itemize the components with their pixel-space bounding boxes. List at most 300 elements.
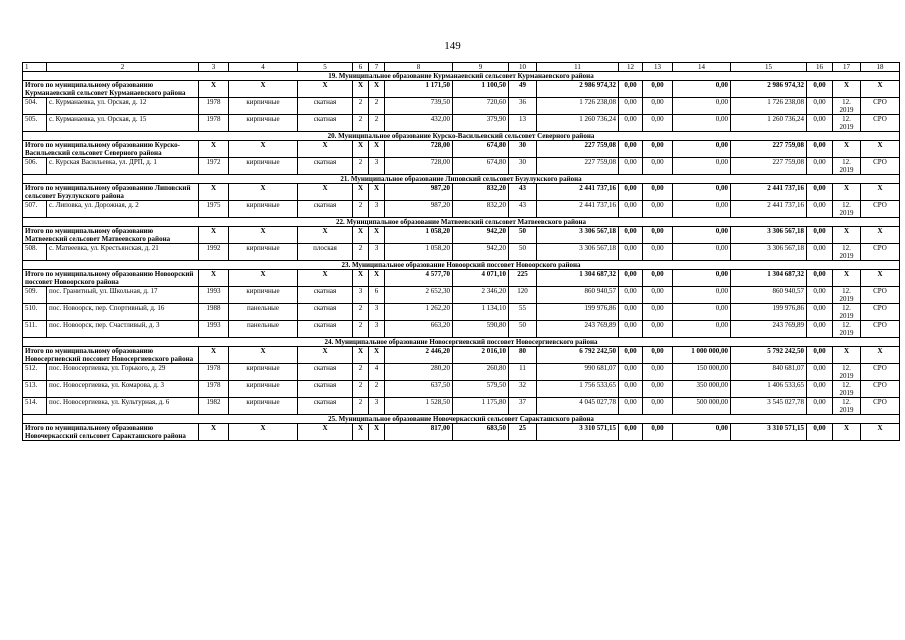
- total-cell-7: X: [369, 270, 385, 287]
- table-cell-12: 0,00: [619, 115, 643, 132]
- total-cell-5: X: [298, 347, 353, 364]
- total-cell-13: 0,00: [643, 424, 673, 441]
- total-cell-12: 0,00: [619, 184, 643, 201]
- total-cell-8: 2 446,20: [385, 347, 453, 364]
- section-title-row: [23, 338, 900, 347]
- total-cell-13: 0,00: [643, 347, 673, 364]
- table-cell-6: 3: [353, 287, 369, 304]
- section-title: 25. Муниципальное образование Новочеркасский сельсовет Саракташского района: [23, 415, 900, 424]
- total-cell-9: 1 100,50: [453, 81, 509, 98]
- table-cell-17: 12. 2019: [833, 321, 861, 338]
- table-cell-7: 3: [369, 398, 385, 415]
- table-cell-8: 663,20: [385, 321, 453, 338]
- table-cell-6: 2: [353, 304, 369, 321]
- table-cell-10: 50: [509, 244, 537, 261]
- table-cell-6: 2: [353, 158, 369, 175]
- table-cell-5: скатная: [298, 321, 353, 338]
- total-cell-13: 0,00: [643, 270, 673, 287]
- table-cell-4: кирпичные: [229, 381, 298, 398]
- total-cell-18: X: [861, 227, 900, 244]
- table-cell-18: СРО: [861, 98, 900, 115]
- table-cell-15: 1 726 238,08: [731, 98, 807, 115]
- total-cell-18: X: [861, 81, 900, 98]
- table-cell-8: 432,00: [385, 115, 453, 132]
- table-cell-18: СРО: [861, 201, 900, 218]
- column-number: 15: [731, 63, 807, 72]
- total-cell-9: 2 016,10: [453, 347, 509, 364]
- table-cell-5: скатная: [298, 381, 353, 398]
- table-cell-6: 2: [353, 398, 369, 415]
- table-cell-3: 1988: [199, 304, 229, 321]
- total-cell-15: 1 304 687,32: [731, 270, 807, 287]
- table-row: [23, 364, 900, 381]
- table-cell-10: 37: [509, 398, 537, 415]
- section-total-row: [23, 270, 900, 287]
- section-total-row: [23, 81, 900, 98]
- total-cell-12: 0,00: [619, 141, 643, 158]
- table-cell-3: 1978: [199, 115, 229, 132]
- total-cell-13: 0,00: [643, 81, 673, 98]
- column-number: 3: [199, 63, 229, 72]
- table-cell-13: 0,00: [643, 304, 673, 321]
- total-cell-9: 674,80: [453, 141, 509, 158]
- total-cell-3: X: [199, 270, 229, 287]
- table-cell-4: панельные: [229, 304, 298, 321]
- table-cell-9: 379,90: [453, 115, 509, 132]
- table-cell-15: 2 441 737,16: [731, 201, 807, 218]
- total-cell-17: X: [833, 141, 861, 158]
- total-cell-16: 0,00: [807, 81, 833, 98]
- table-cell-1: 513.: [23, 381, 47, 398]
- section-title: 20. Муниципальное образование Курско-Васильевский сельсовет Северного района: [23, 132, 900, 141]
- table-cell-11: 4 045 027,78: [537, 398, 619, 415]
- table-row: [23, 201, 900, 218]
- total-cell-8: 817,00: [385, 424, 453, 441]
- table-cell-5: скатная: [298, 364, 353, 381]
- total-cell-4: X: [229, 270, 298, 287]
- table-cell-14: 0,00: [673, 304, 731, 321]
- section-title: 24. Муниципальное образование Новосергиевский поссовет Новосергиевского района: [23, 338, 900, 347]
- total-cell-9: 683,50: [453, 424, 509, 441]
- section-total-row: [23, 184, 900, 201]
- total-cell-7: X: [369, 227, 385, 244]
- total-cell-5: X: [298, 270, 353, 287]
- table-cell-9: 579,50: [453, 381, 509, 398]
- table-cell-1: 507.: [23, 201, 47, 218]
- table-cell-7: 3: [369, 158, 385, 175]
- total-cell-9: 832,20: [453, 184, 509, 201]
- table-cell-13: 0,00: [643, 398, 673, 415]
- table-cell-1: 509.: [23, 287, 47, 304]
- table-cell-8: 2 652,30: [385, 287, 453, 304]
- total-label: Итого по муниципальному образованию Курманаевский сельсовет Курманаевского района: [23, 81, 199, 98]
- total-cell-18: X: [861, 270, 900, 287]
- table-cell-12: 0,00: [619, 201, 643, 218]
- table-cell-16: 0,00: [807, 287, 833, 304]
- section-title-row: [23, 218, 900, 227]
- table-cell-13: 0,00: [643, 244, 673, 261]
- section-total-row: [23, 141, 900, 158]
- table-cell-11: 243 769,89: [537, 321, 619, 338]
- total-cell-17: X: [833, 184, 861, 201]
- table-cell-15: 227 759,08: [731, 158, 807, 175]
- table-cell-1: 505.: [23, 115, 47, 132]
- table-cell-4: кирпичные: [229, 364, 298, 381]
- table-cell-11: 1 260 736,24: [537, 115, 619, 132]
- total-cell-8: 728,00: [385, 141, 453, 158]
- total-cell-4: X: [229, 227, 298, 244]
- table-cell-14: 0,00: [673, 321, 731, 338]
- table-cell-10: 36: [509, 98, 537, 115]
- table-cell-17: 12. 2019: [833, 304, 861, 321]
- total-cell-10: 30: [509, 141, 537, 158]
- table-cell-13: 0,00: [643, 364, 673, 381]
- total-cell-16: 0,00: [807, 227, 833, 244]
- column-number: 10: [509, 63, 537, 72]
- table-cell-9: 2 346,20: [453, 287, 509, 304]
- table-cell-7: 2: [369, 381, 385, 398]
- total-cell-6: X: [353, 424, 369, 441]
- table-cell-11: 2 441 737,16: [537, 201, 619, 218]
- table-cell-16: 0,00: [807, 381, 833, 398]
- total-cell-13: 0,00: [643, 227, 673, 244]
- table-cell-10: 120: [509, 287, 537, 304]
- total-cell-17: X: [833, 270, 861, 287]
- table-cell-15: 1 260 736,24: [731, 115, 807, 132]
- total-cell-7: X: [369, 347, 385, 364]
- address-cell: пос. Гранитный, ул. Школьная, д. 17: [47, 287, 199, 304]
- total-cell-14: 0,00: [673, 184, 731, 201]
- table-cell-8: 728,00: [385, 158, 453, 175]
- table-cell-12: 0,00: [619, 321, 643, 338]
- table-cell-3: 1993: [199, 287, 229, 304]
- table-cell-14: 0,00: [673, 287, 731, 304]
- table-cell-5: скатная: [298, 115, 353, 132]
- table-cell-13: 0,00: [643, 201, 673, 218]
- column-number-row: [23, 63, 900, 72]
- section-title: 21. Муниципальное образование Липовский сельсовет Бузулукского района: [23, 175, 900, 184]
- address-cell: с. Курманаевка, ул. Орская, д. 12: [47, 98, 199, 115]
- table-cell-18: СРО: [861, 287, 900, 304]
- table-cell-3: 1975: [199, 201, 229, 218]
- total-cell-6: X: [353, 141, 369, 158]
- table-cell-11: 199 976,86: [537, 304, 619, 321]
- table-cell-3: 1978: [199, 364, 229, 381]
- table-cell-17: 12. 2019: [833, 287, 861, 304]
- table-cell-12: 0,00: [619, 381, 643, 398]
- table-cell-15: 860 940,57: [731, 287, 807, 304]
- total-cell-11: 3 310 571,15: [537, 424, 619, 441]
- total-label: Итого по муниципальному образованию Липовский сельсовет Бузулукского района: [23, 184, 199, 201]
- column-number: 18: [861, 63, 900, 72]
- table-cell-12: 0,00: [619, 304, 643, 321]
- total-cell-18: X: [861, 184, 900, 201]
- total-cell-8: 1 058,20: [385, 227, 453, 244]
- total-cell-8: 987,20: [385, 184, 453, 201]
- total-cell-11: 3 306 567,18: [537, 227, 619, 244]
- table-cell-4: кирпичные: [229, 115, 298, 132]
- page-number: 149: [444, 40, 461, 52]
- table-cell-1: 511.: [23, 321, 47, 338]
- table-cell-13: 0,00: [643, 158, 673, 175]
- total-cell-3: X: [199, 227, 229, 244]
- total-cell-10: 80: [509, 347, 537, 364]
- table-cell-4: кирпичные: [229, 287, 298, 304]
- table-cell-8: 280,20: [385, 364, 453, 381]
- table-cell-5: скатная: [298, 398, 353, 415]
- address-cell: пос. Новоорск, пер. Счастливый, д. 3: [47, 321, 199, 338]
- table-cell-7: 2: [369, 115, 385, 132]
- table-cell-14: 0,00: [673, 201, 731, 218]
- total-cell-16: 0,00: [807, 141, 833, 158]
- total-cell-6: X: [353, 270, 369, 287]
- total-cell-17: X: [833, 347, 861, 364]
- table-cell-8: 637,50: [385, 381, 453, 398]
- table-cell-3: 1982: [199, 398, 229, 415]
- table-row: [23, 321, 900, 338]
- table-cell-8: 987,20: [385, 201, 453, 218]
- total-cell-12: 0,00: [619, 347, 643, 364]
- table-cell-17: 12. 2019: [833, 398, 861, 415]
- table-cell-10: 13: [509, 115, 537, 132]
- column-number: 5: [298, 63, 353, 72]
- total-cell-10: 225: [509, 270, 537, 287]
- total-cell-3: X: [199, 347, 229, 364]
- column-number: 14: [673, 63, 731, 72]
- total-cell-5: X: [298, 184, 353, 201]
- table-cell-14: 0,00: [673, 158, 731, 175]
- total-cell-17: X: [833, 227, 861, 244]
- table-cell-18: СРО: [861, 115, 900, 132]
- table-cell-6: 2: [353, 381, 369, 398]
- column-number: 6: [353, 63, 369, 72]
- table-cell-1: 510.: [23, 304, 47, 321]
- table-cell-7: 4: [369, 364, 385, 381]
- section-title-row: [23, 72, 900, 81]
- total-cell-5: X: [298, 227, 353, 244]
- section-title: 23. Муниципальное образование Новоорский поссовет Новоорского района: [23, 261, 900, 270]
- table-row: [23, 381, 900, 398]
- total-cell-5: X: [298, 424, 353, 441]
- table-cell-3: 1978: [199, 381, 229, 398]
- table-cell-16: 0,00: [807, 98, 833, 115]
- column-number: 13: [643, 63, 673, 72]
- table-cell-18: СРО: [861, 364, 900, 381]
- table-cell-14: 500 000,00: [673, 398, 731, 415]
- table-cell-16: 0,00: [807, 158, 833, 175]
- column-number: 8: [385, 63, 453, 72]
- address-cell: с. Курманаевка, ул. Орская, д. 15: [47, 115, 199, 132]
- table-cell-9: 720,60: [453, 98, 509, 115]
- column-number: 11: [537, 63, 619, 72]
- table-cell-15: 199 976,86: [731, 304, 807, 321]
- total-cell-15: 2 441 737,16: [731, 184, 807, 201]
- table-cell-10: 32: [509, 381, 537, 398]
- total-cell-14: 0,00: [673, 81, 731, 98]
- total-cell-14: 0,00: [673, 141, 731, 158]
- table-cell-15: 3 306 567,18: [731, 244, 807, 261]
- table-cell-13: 0,00: [643, 321, 673, 338]
- total-cell-18: X: [861, 424, 900, 441]
- table-cell-8: 1 058,20: [385, 244, 453, 261]
- column-number: 7: [369, 63, 385, 72]
- table-cell-6: 2: [353, 115, 369, 132]
- section-title: 19. Муниципальное образование Курманаевский сельсовет Курманаевского района: [23, 72, 900, 81]
- total-cell-6: X: [353, 227, 369, 244]
- total-cell-3: X: [199, 81, 229, 98]
- total-cell-6: X: [353, 81, 369, 98]
- table-cell-1: 504.: [23, 98, 47, 115]
- table-cell-7: 2: [369, 98, 385, 115]
- total-cell-14: 0,00: [673, 227, 731, 244]
- total-cell-7: X: [369, 81, 385, 98]
- address-cell: пос. Новосергиевка, ул. Горького, д. 29: [47, 364, 199, 381]
- total-label: Итого по муниципальному образованию Новочеркасский сельсовет Саракташского района: [23, 424, 199, 441]
- total-cell-14: 0,00: [673, 270, 731, 287]
- table-cell-6: 2: [353, 321, 369, 338]
- table-cell-6: 2: [353, 98, 369, 115]
- total-label: Итого по муниципальному образованию Новосергиевский поссовет Новосергиевского района: [23, 347, 199, 364]
- table-cell-11: 1 726 238,08: [537, 98, 619, 115]
- table-cell-9: 1 175,80: [453, 398, 509, 415]
- table-cell-14: 350 000,00: [673, 381, 731, 398]
- total-cell-13: 0,00: [643, 184, 673, 201]
- table-cell-7: 3: [369, 201, 385, 218]
- table-cell-15: 3 545 027,78: [731, 398, 807, 415]
- table-cell-12: 0,00: [619, 244, 643, 261]
- total-cell-7: X: [369, 141, 385, 158]
- table-cell-8: 1 262,20: [385, 304, 453, 321]
- section-title-row: [23, 415, 900, 424]
- table-cell-3: 1972: [199, 158, 229, 175]
- section-title-row: [23, 175, 900, 184]
- total-cell-16: 0,00: [807, 424, 833, 441]
- table-cell-1: 506.: [23, 158, 47, 175]
- section-title-row: [23, 261, 900, 270]
- total-cell-10: 25: [509, 424, 537, 441]
- table-cell-9: 832,20: [453, 201, 509, 218]
- table-cell-6: 2: [353, 201, 369, 218]
- table-cell-13: 0,00: [643, 381, 673, 398]
- table-cell-16: 0,00: [807, 321, 833, 338]
- table-cell-11: 3 306 567,18: [537, 244, 619, 261]
- total-cell-4: X: [229, 184, 298, 201]
- column-number: 17: [833, 63, 861, 72]
- table-cell-5: скатная: [298, 304, 353, 321]
- table-cell-15: 1 406 533,65: [731, 381, 807, 398]
- table-cell-13: 0,00: [643, 98, 673, 115]
- total-cell-11: 227 759,08: [537, 141, 619, 158]
- total-cell-6: X: [353, 347, 369, 364]
- total-cell-17: X: [833, 81, 861, 98]
- table-cell-9: 1 134,10: [453, 304, 509, 321]
- total-cell-3: X: [199, 184, 229, 201]
- total-cell-18: X: [861, 347, 900, 364]
- table-cell-17: 12. 2019: [833, 244, 861, 261]
- section-total-row: [23, 227, 900, 244]
- total-cell-8: 1 171,50: [385, 81, 453, 98]
- table-cell-7: 3: [369, 321, 385, 338]
- table-cell-11: 1 756 533,65: [537, 381, 619, 398]
- total-cell-15: 3 306 567,18: [731, 227, 807, 244]
- total-cell-18: X: [861, 141, 900, 158]
- table-cell-13: 0,00: [643, 115, 673, 132]
- table-row: [23, 244, 900, 261]
- total-cell-16: 0,00: [807, 270, 833, 287]
- total-cell-5: X: [298, 141, 353, 158]
- total-cell-15: 3 310 571,15: [731, 424, 807, 441]
- table-cell-12: 0,00: [619, 364, 643, 381]
- address-cell: пос. Новоорск, пер. Спортивный, д. 16: [47, 304, 199, 321]
- table-cell-17: 12. 2019: [833, 364, 861, 381]
- table-cell-18: СРО: [861, 398, 900, 415]
- table-cell-9: 590,80: [453, 321, 509, 338]
- section-total-row: [23, 347, 900, 364]
- total-cell-10: 43: [509, 184, 537, 201]
- table-row: [23, 304, 900, 321]
- section-title-row: [23, 132, 900, 141]
- table-cell-10: 30: [509, 158, 537, 175]
- total-cell-5: X: [298, 81, 353, 98]
- table-cell-16: 0,00: [807, 115, 833, 132]
- column-number: 1: [23, 63, 47, 72]
- table-cell-18: СРО: [861, 244, 900, 261]
- column-number: 2: [47, 63, 199, 72]
- total-cell-15: 2 986 974,32: [731, 81, 807, 98]
- table-cell-9: 260,80: [453, 364, 509, 381]
- total-cell-10: 50: [509, 227, 537, 244]
- total-label: Итого по муниципальному образованию Новоорский поссовет Новоорского района: [23, 270, 199, 287]
- table-cell-3: 1992: [199, 244, 229, 261]
- total-cell-7: X: [369, 424, 385, 441]
- table-cell-17: 12. 2019: [833, 201, 861, 218]
- table-cell-7: 3: [369, 304, 385, 321]
- housing-table: [22, 62, 900, 441]
- table-cell-16: 0,00: [807, 201, 833, 218]
- total-cell-17: X: [833, 424, 861, 441]
- table-cell-14: 150 000,00: [673, 364, 731, 381]
- total-cell-14: 1 000 000,00: [673, 347, 731, 364]
- table-row: [23, 115, 900, 132]
- table-cell-12: 0,00: [619, 287, 643, 304]
- address-cell: с. Матвеевка, ул. Крестьянская, д. 21: [47, 244, 199, 261]
- table-cell-10: 55: [509, 304, 537, 321]
- table-cell-17: 12. 2019: [833, 158, 861, 175]
- table-cell-6: 2: [353, 244, 369, 261]
- table-cell-17: 12. 2019: [833, 115, 861, 132]
- total-cell-11: 2 441 737,16: [537, 184, 619, 201]
- table-cell-12: 0,00: [619, 158, 643, 175]
- table-cell-12: 0,00: [619, 398, 643, 415]
- column-number: 12: [619, 63, 643, 72]
- total-cell-14: 0,00: [673, 424, 731, 441]
- column-number: 16: [807, 63, 833, 72]
- total-cell-9: 942,20: [453, 227, 509, 244]
- table-cell-1: 514.: [23, 398, 47, 415]
- total-cell-6: X: [353, 184, 369, 201]
- table-cell-18: СРО: [861, 304, 900, 321]
- table-cell-15: 243 769,89: [731, 321, 807, 338]
- table-cell-13: 0,00: [643, 287, 673, 304]
- table-row: [23, 287, 900, 304]
- table-cell-3: 1993: [199, 321, 229, 338]
- table-cell-1: 512.: [23, 364, 47, 381]
- table-cell-8: 1 528,50: [385, 398, 453, 415]
- address-cell: пос. Новосергиевка, ул. Культурная, д. 6: [47, 398, 199, 415]
- address-cell: с. Липовка, ул. Дорожная, д. 2: [47, 201, 199, 218]
- table-cell-16: 0,00: [807, 398, 833, 415]
- total-cell-15: 5 792 242,50: [731, 347, 807, 364]
